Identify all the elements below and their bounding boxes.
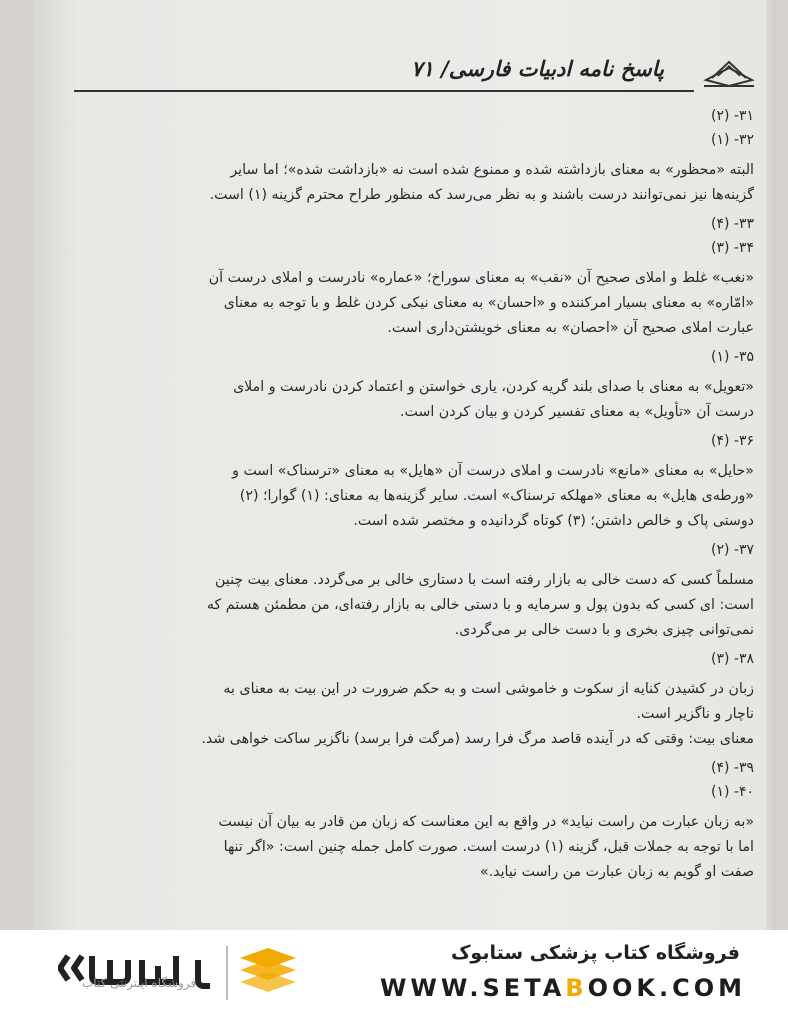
answer-number-a39: ۳۹- (۴)	[710, 760, 754, 776]
page-header-title: پاسخ نامه ادبیات فارسی/ ۷۱	[411, 56, 664, 81]
setabook-logo-icon	[58, 940, 318, 1006]
store-url-accent: B	[565, 974, 588, 1002]
page-header	[34, 50, 776, 96]
explanation-line: گزینه‌ها نیز نمی‌توانند درست باشند و به نظر می‌رسد که منظور طراح محترم گزینه (۱) است.	[209, 187, 754, 203]
answer-number-a35: ۳۵- (۱)	[710, 349, 754, 365]
store-url-part1: WWW.SETA	[379, 974, 566, 1002]
store-footer	[0, 930, 788, 1012]
explanation-line: ناچار و ناگزیر است.	[636, 706, 754, 722]
answer-number-a38: ۳۸- (۳)	[710, 651, 754, 667]
answer-number-a31: ۳۱- (۲)	[710, 108, 754, 124]
answer-number-a33: ۳۳- (۴)	[710, 216, 754, 232]
answer-number-a36: ۳۶- (۴)	[710, 433, 754, 449]
answer-list	[72, 104, 754, 889]
store-title: فروشگاه کتاب پزشکی ستابوک	[450, 942, 740, 964]
explanation-line: درست آن «تأویل» به معنای تفسیر کردن و بیان کردن است.	[400, 404, 754, 420]
explanation-line: «به زبان عبارت من راست نیاید» در واقع به این معناست که زبان من قادر به بیان آن نیست	[218, 814, 754, 830]
explanation-line: البته «محظور» به معنای بازداشته شده و ممنوع شده است نه «بازداشت شده»؛ اما سایر	[230, 162, 754, 178]
page-edge-shadow	[766, 0, 776, 930]
answer-explanation-a32	[72, 158, 754, 208]
answer-explanation-a37	[72, 568, 754, 643]
answer-explanation-a38	[72, 677, 754, 752]
explanation-line: صفت او گویم به زبان عبارت من راست نیاید.»	[479, 864, 754, 880]
explanation-line: اما با توجه به جملات قبل، گزینه (۱) درست است. صورت کامل جمله چنین است: «اگر تنها	[223, 839, 754, 855]
explanation-line: عبارت املای صحیح آن «احصان» به معنای خویشتن‌داری است.	[387, 320, 754, 336]
explanation-line: «ورطه‌ی هایل» به معنای «مهلکه ترسناک» است. سایر گزینه‌ها به معنای: (۱) گوارا؛ (۲)	[239, 488, 754, 504]
explanation-line: است: ای کسی که بدون پول و سرمایه و با دستی خالی به بازار رفته‌ای، من مطمئن هستم که	[206, 597, 754, 613]
answer-number-a32: ۳۲- (۱)	[710, 132, 754, 148]
answer-number-a37: ۳۷- (۲)	[710, 542, 754, 558]
explanation-line: دوستی پاک و خالص داشتن؛ (۳) کوتاه گردانیده و مختصر شده است.	[353, 513, 754, 529]
answer-explanation-a40	[72, 810, 754, 885]
book-page	[34, 0, 776, 930]
store-url-part3: OOK.COM	[587, 974, 746, 1002]
answer-number-a40: ۴۰- (۱)	[710, 784, 754, 800]
store-url[interactable]	[380, 974, 746, 1002]
book-emblem-icon	[702, 56, 756, 90]
explanation-line: «نغب» غلط و املای صحیح آن «نقب» به معنای سوراخ؛ «عماره» نادرست و املای درست آن	[208, 270, 754, 286]
header-rule	[74, 90, 694, 92]
explanation-line: «تعویل» به معنای با صدای بلند گریه کردن، یاری خواستن و اعتماد کردن نادرست و املای	[233, 379, 754, 395]
explanation-line: زبان در کشیدن کنایه از سکوت و خاموشی است و به حکم ضرورت در این بیت به معنای به	[223, 681, 754, 697]
explanation-line: معنای بیت: وقتی که در آینده قاصد مرگ فرا رسد (مرگت فرا برسد) ناگزیر ساکت خواهی شد.	[201, 731, 754, 747]
answer-number-a34: ۳۴- (۳)	[710, 240, 754, 256]
explanation-line: مسلماً کسی که دست خالی به بازار رفته است با دستاری خالی بر می‌گردد. معنای بیت چنین	[214, 572, 754, 588]
explanation-line: «حایل» به معنای «مانع» نادرست و املای درست آن «هایل» به معنای «ترسناک» است و	[232, 463, 754, 479]
explanation-line: نمی‌توانی چیزی بخری و با دست خالی بر می‌گردی.	[454, 622, 754, 638]
answer-explanation-a34	[72, 266, 754, 341]
answer-explanation-a35	[72, 375, 754, 425]
answer-explanation-a36	[72, 459, 754, 534]
logo-subtitle: فروشگاه اینترنتی کتاب	[82, 976, 197, 990]
explanation-line: «امّاره» به معنای بسیار امرکننده و «احسان» به معنای نیکی کردن غلط و با توجه به معنای	[223, 295, 754, 311]
